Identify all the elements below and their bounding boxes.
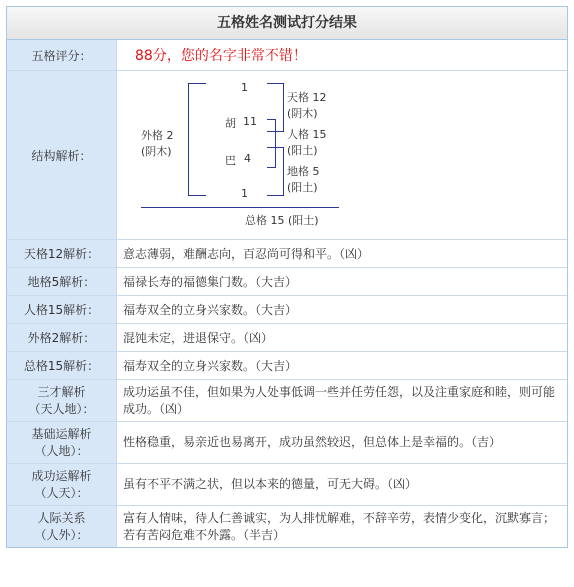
- row-label-line2: （人外）：: [34, 527, 89, 542]
- heaven-grid-element: (阴木): [287, 107, 318, 120]
- row-label-line2: （人天）：: [34, 485, 89, 500]
- row-label: [7, 464, 117, 506]
- row-text: 性格稳重，易亲近也易离开，成功虽然较迟，但总体上是幸福的。（吉）: [117, 422, 568, 464]
- analysis-row-heaven: [7, 240, 567, 268]
- score-label: 五格评分：: [7, 40, 117, 71]
- row-label-line1: 成功运解析: [31, 468, 92, 483]
- row-label: 地格5解析：: [7, 268, 117, 296]
- earth-bracket-line: [283, 147, 284, 196]
- panel-title: 五格姓名测试打分结果: [7, 7, 567, 40]
- row-label-line2: （天人地）：: [28, 401, 95, 416]
- earth-grid-name: 地格 5: [287, 165, 320, 178]
- row-label: 天格12解析：: [7, 240, 117, 268]
- person-bracket-top: [267, 119, 276, 120]
- analysis-row-social: [7, 506, 567, 548]
- char-1: 胡: [225, 117, 236, 130]
- analysis-row-success: [7, 464, 567, 506]
- person-grid-name: 人格 15: [287, 128, 327, 141]
- row-text: 富有人情味，待人仁善诚实，为人排忧解难，不辞辛劳，表情少变化，沉默寡言；若有苦闷危难不外露。（半吉）: [123, 510, 556, 542]
- result-panel: [6, 6, 568, 548]
- row-label-line1: 基础运解析: [31, 426, 92, 441]
- row-label: 人格15解析：: [7, 296, 117, 324]
- score-row: [7, 40, 567, 71]
- heaven-grid-name: 天格 12: [287, 91, 327, 104]
- row-text: 福寿双全的立身兴家数。（大吉）: [117, 352, 568, 380]
- score-cell: [117, 40, 568, 71]
- analysis-row-person: [7, 296, 567, 324]
- earth-grid-element: (阳土): [287, 181, 318, 194]
- earth-bracket-top: [267, 147, 284, 148]
- analysis-row-earth: [7, 268, 567, 296]
- heaven-bracket-top: [267, 83, 284, 84]
- structure-cell: [117, 71, 568, 240]
- char-1-number: 11: [243, 115, 257, 128]
- outer-grid-element: (阴木): [141, 145, 172, 158]
- structure-diagram: [117, 71, 557, 239]
- row-text: 意志薄弱，难酬志向，百忍尚可得和平。（凶）: [117, 240, 568, 268]
- analysis-row-total: [7, 352, 567, 380]
- structure-label: 结构解析：: [7, 71, 117, 240]
- row-text: 福寿双全的立身兴家数。（大吉）: [117, 296, 568, 324]
- row-label: [7, 422, 117, 464]
- row-label-line1: 人际关系: [37, 510, 86, 525]
- row-text: 福禄长寿的福德集门数。（大吉）: [117, 268, 568, 296]
- row-label: [7, 506, 117, 548]
- person-grid-element: (阳土): [287, 144, 318, 157]
- char-2: 巴: [225, 154, 236, 167]
- row-label: 总格15解析：: [7, 352, 117, 380]
- analysis-row-sancai: [7, 380, 567, 422]
- row-label: [7, 380, 117, 422]
- total-line: [141, 207, 339, 208]
- row-label-line2: （人地）：: [34, 443, 89, 458]
- bottom-number: 1: [241, 187, 248, 200]
- score-value: 88分，您的名字非常不错！: [135, 48, 307, 64]
- row-text: 混饨未定，进退保守。（凶）: [117, 324, 568, 352]
- structure-row: [7, 71, 567, 240]
- outer-grid-name: 外格 2: [141, 129, 174, 142]
- outer-bracket-bottom: [188, 195, 206, 196]
- person-bracket-line: [275, 119, 276, 168]
- analysis-row-foundation: [7, 422, 567, 464]
- total-grid: 总格 15 (阳土): [245, 214, 319, 227]
- person-bracket-bottom: [267, 167, 276, 168]
- char-2-number: 4: [244, 152, 251, 165]
- row-text: 成功运虽不佳，但如果为人处事低调一些并任劳任怨，以及注重家庭和睦，则可能成功。（凶）: [117, 380, 568, 422]
- outer-bracket-line: [188, 83, 189, 196]
- analysis-row-outer: [7, 324, 567, 352]
- heaven-bracket-line: [283, 83, 284, 132]
- result-table: [7, 40, 567, 547]
- top-number: 1: [241, 81, 248, 94]
- row-label-line1: 三才解析: [37, 384, 86, 399]
- row-text: 虽有不平不满之状，但以本来的德量，可无大碍。（凶）: [117, 464, 568, 506]
- earth-bracket-bottom: [267, 195, 284, 196]
- row-label: 外格2解析：: [7, 324, 117, 352]
- outer-bracket-top: [188, 83, 206, 84]
